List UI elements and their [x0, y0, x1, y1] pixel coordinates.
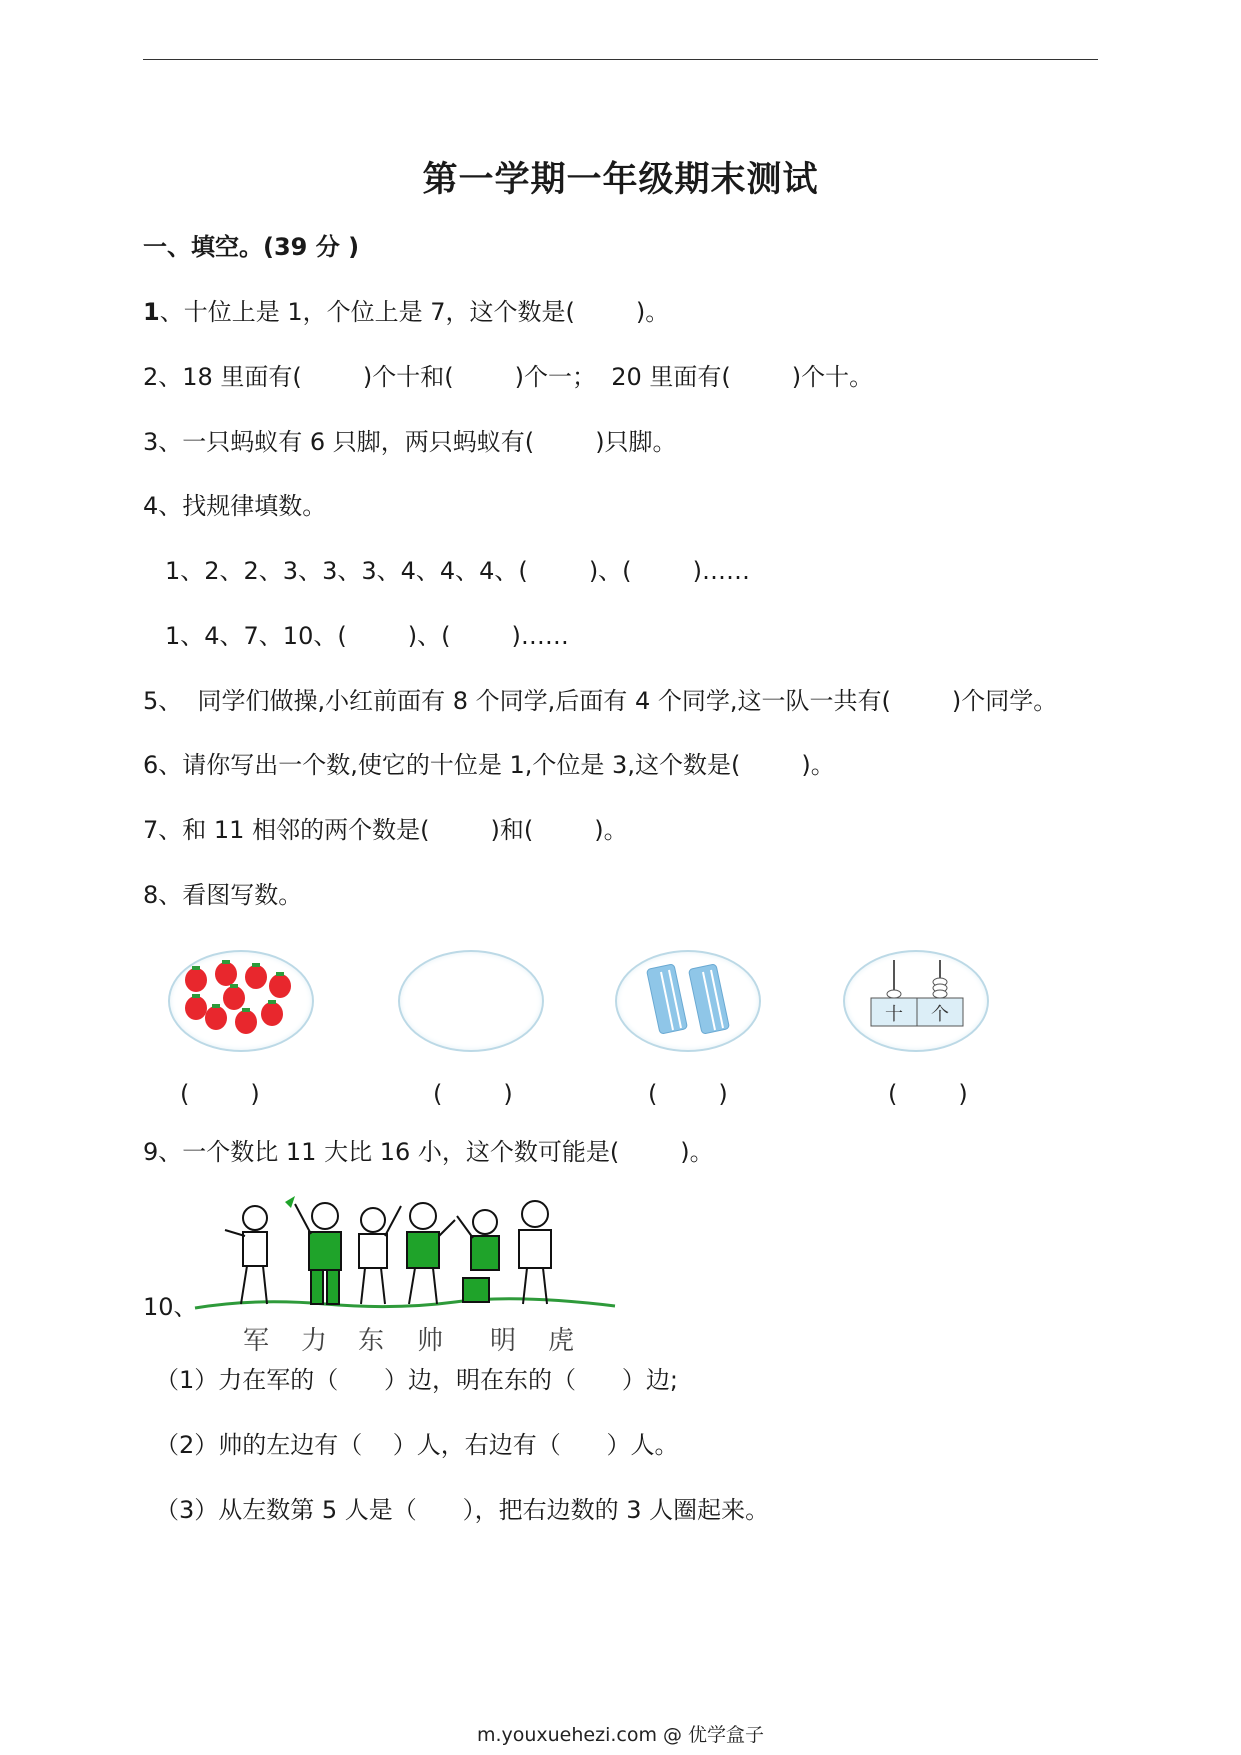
empty-oval: [398, 950, 544, 1052]
question-9: 9、一个数比 11 大比 16 小，这个数可能是( )。: [143, 1138, 714, 1166]
abacus-ones-label: 个: [931, 1004, 949, 1025]
page-title: 第一学期一年级期末测试: [422, 160, 819, 200]
stick-bundles-image: [615, 950, 761, 1052]
child-name-6: 虎: [548, 1326, 575, 1356]
answer-blank-4[interactable]: ( ): [888, 1080, 968, 1108]
question-10-part-1: （1）力在军的（ ）边，明在东的（ ）边;: [155, 1366, 678, 1394]
question-10-number: 10、: [143, 1293, 198, 1321]
question-4: 4、找规律填数。: [143, 492, 327, 520]
question-2: 2、18 里面有( )个十和( )个一； 20 里面有( )个十。: [143, 363, 874, 391]
section-heading: 一、填空。(39 分 ): [143, 233, 360, 261]
child-name-4: 帅: [417, 1326, 444, 1356]
answer-blank-2[interactable]: ( ): [433, 1080, 513, 1108]
abacus-tens-label: 十: [885, 1004, 903, 1025]
child-name-1: 军: [243, 1326, 270, 1356]
question-10-part-2: （2）帅的左边有（ ）人，右边有（ ）人。: [155, 1431, 679, 1459]
child-name-3: 东: [358, 1326, 385, 1356]
question-5: 5、 同学们做操,小红前面有 8 个同学,后面有 4 个同学,这一队一共有( )个同学。: [143, 687, 1058, 715]
question-3: 3、一只蚂蚁有 6 只脚，两只蚂蚁有( )只脚。: [143, 428, 677, 456]
question-6: 6、请你写出一个数,使它的十位是 1,个位是 3,这个数是( )。: [143, 751, 835, 779]
question-8: 8、看图写数。: [143, 881, 303, 909]
question-1-number: 1: [143, 298, 160, 326]
strawberries-image: [168, 950, 314, 1052]
top-rule: [143, 59, 1098, 60]
children-illustration: [195, 1190, 615, 1320]
question-4-sequence-a: 1、2、2、3、3、3、4、4、4、( )、( )……: [165, 557, 750, 585]
question-1: [143, 297, 669, 327]
answer-blank-1[interactable]: ( ): [180, 1080, 260, 1108]
question-1-text: 、十位上是 1，个位上是 7，这个数是( )。: [159, 298, 670, 326]
child-name-5: 明: [490, 1326, 517, 1356]
question-10-part-3: （3）从左数第 5 人是（ ），把右边数的 3 人圈起来。: [155, 1496, 770, 1524]
answer-blank-3[interactable]: ( ): [648, 1080, 728, 1108]
footer-watermark: m.youxuehezi.com @ 优学盒子: [476, 1724, 765, 1746]
question-7: 7、和 11 相邻的两个数是( )和( )。: [143, 816, 628, 844]
question-4-sequence-b: 1、4、7、10、( )、( )……: [165, 622, 569, 650]
abacus-image: [843, 950, 989, 1052]
child-name-2: 力: [301, 1326, 328, 1356]
